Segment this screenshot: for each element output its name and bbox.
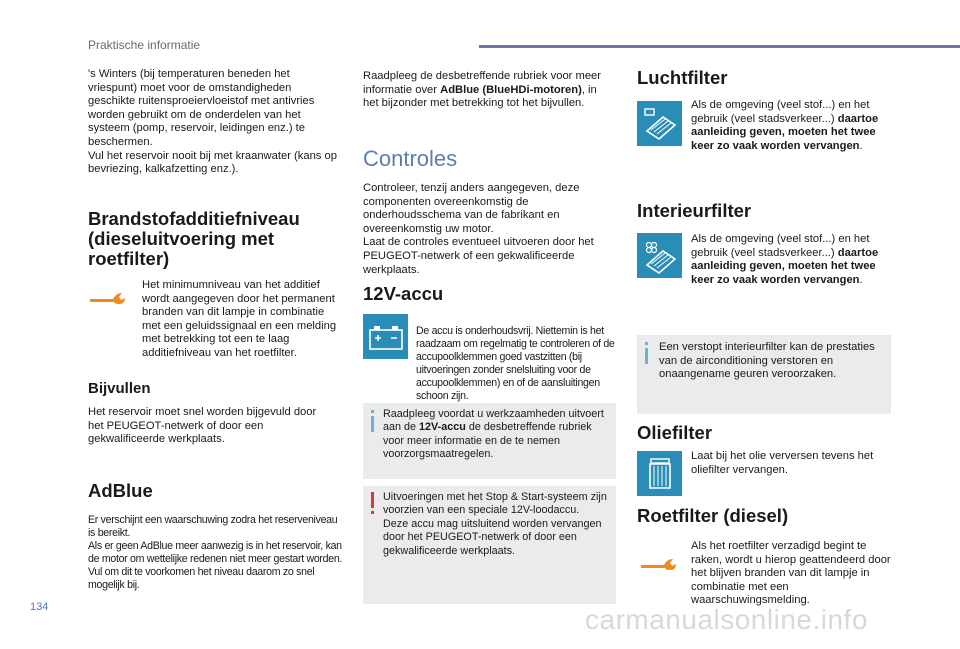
battery-text: De accu is onderhoudsvrij. Niettemin is het raadzaam om regelmatig te controleren of de accupoolklemmen goed vastzitten (bij uitvoeringen zonder snelsluiting voor de accupoolklemmen) en of de aansluitingen schoon zijn.: [416, 324, 615, 402]
intro-text-2: Vul het reservoir nooit bij met kraanwater (kans op bevriezing, kalkafzetting enz.).: [88, 149, 337, 176]
air-filter-text: [691, 99, 891, 153]
refill-text: Het reservoir moet snel worden bijgevuld door het PEUGEOT-netwerk of door een gekwalificeerde werkplaats.: [88, 406, 317, 446]
info1-pre: Raadpleeg voordat u werkzaamheden uitvoert aan de: [383, 408, 604, 434]
controls-block: [363, 182, 615, 277]
air-bold: daartoe aanleiding geven, moeten het twee keer zo vaak worden vervangen: [691, 112, 879, 152]
oil-filter-text: Laat bij het olie verversen tevens het oliefilter vervangen.: [691, 450, 874, 476]
warning-text-1: Uitvoeringen met het Stop & Start-systeem zijn voorzien van een speciale 12V-loodaccu.: [383, 491, 607, 517]
air-filter-heading: Luchtfilter: [637, 67, 728, 88]
ref-pre: Raadpleeg de desbetreffende rubriek voor meer informatie over: [363, 70, 601, 96]
wrench-warning-icon-2: [637, 553, 682, 583]
adblue-text-1: Er verschijnt een waarschuwing zodra het reserveniveau is bereikt.: [88, 514, 338, 539]
cabin-bold: daartoe aanleiding geven, moeten het twee keer zo vaak worden vervangen: [691, 246, 879, 286]
warning-icon: [371, 492, 374, 508]
battery-info-text: [383, 408, 611, 462]
air-pre: Als de omgeving (veel stof...) en het gebruik (veel stadsverkeer...): [691, 99, 870, 125]
cabin-post: .: [859, 273, 863, 286]
cabin-pre: Als de omgeving (veel stof...) en het gebruik (veel stadsverkeer...): [691, 233, 870, 259]
cabin-filter-info-box: [637, 335, 891, 414]
wrench-warning-icon: [86, 282, 131, 312]
cabin-filter-icon: [637, 233, 682, 278]
adblue-heading: AdBlue: [88, 480, 153, 501]
header-bar: [479, 45, 960, 48]
page-number: 134: [30, 601, 49, 613]
column-left: [88, 68, 341, 177]
info-icon-2: [645, 348, 648, 364]
ref-post: , in het bijzonder met betrekking tot het bijvullen.: [363, 83, 597, 110]
battery-heading: 12V-accu: [363, 283, 444, 304]
air-filter-icon: [637, 101, 682, 146]
watermark: carmanualsonline.info: [585, 604, 868, 635]
oil-filter-icon: [637, 451, 682, 496]
stop-start-warning-box: [363, 486, 616, 604]
info1-post: de desbetreffende rubriek voor meer informatie en de te nemen voorzorgsmaatregelen.: [383, 421, 592, 461]
warning-texts: [383, 491, 611, 558]
refill-heading: Bijvullen: [88, 380, 151, 397]
info-icon: [371, 416, 374, 432]
info-icon-dot: [371, 410, 374, 413]
cabin-filter-info-text: Een verstopt interieurfilter kan de prestaties van de airconditioning verstoren en onaangename geuren veroorzaken.: [659, 341, 875, 381]
adblue-text-2: Als er geen AdBlue meer aanwezig is in het reservoir, kan de motor om wettelijke redenen niet meer gestart worden. Vul om dit te voorkomen het niveau daarom zo snel mogelijk bij.: [88, 540, 343, 591]
battery-icon: [363, 314, 408, 359]
dpf-text: Als het roetfilter verzadigd begint te raken, wordt u hierop geattendeerd door het blijven branden van dit lampje in combinatie met een waarschuwingsmelding.: [691, 540, 891, 607]
section-title: Praktische informatie: [88, 38, 201, 52]
controls-text-2: Laat de controles eventueel uitvoeren door het PEUGEOT-netwerk of een gekwalificeerde werkplaats.: [363, 236, 594, 276]
cabin-filter-heading: Interieurfilter: [637, 200, 752, 221]
controls-heading: Controles: [363, 146, 458, 171]
cabin-filter-text: [691, 233, 891, 287]
battery-info-box: [363, 403, 616, 479]
fuel-additive-text: Het minimumniveau van het additief wordt aangegeven door het permanent branden van dit lampje in combinatie met een geluidssignaal en een melding met betrekking tot een te laag additiefniveau van het roetfilter.: [142, 279, 337, 359]
warning-text-2: Deze accu mag uitsluitend worden vervangen door het PEUGEOT-netwerk of door een gekwalificeerde werkplaats.: [383, 517, 602, 557]
oil-filter-heading: Oliefilter: [637, 422, 713, 443]
info-icon-dot-2: [645, 342, 648, 345]
adblue-block: [88, 514, 344, 592]
fuel-additive-heading: Brandstofadditiefniveau (dieseluitvoering met roetfilter): [88, 208, 300, 269]
intro-text: 's Winters (bij temperaturen beneden het vriespunt) moet voor de omstandigheden geschikte ruitensproeiervloeistof met antivries worden gebruikt om de onderdelen van het systeem (pomp, reservoir, leidingen enz.) te beschermen.: [88, 68, 315, 148]
dpf-heading: Roetfilter (diesel): [637, 505, 789, 526]
air-post: .: [859, 139, 863, 152]
info1-bold: 12V-accu: [419, 421, 466, 434]
adblue-reference: [363, 70, 603, 111]
warning-icon-dot: [371, 511, 374, 514]
ref-bold: AdBlue (BlueHDi-motoren): [440, 83, 582, 96]
controls-text-1: Controleer, tenzij anders aangegeven, deze componenten overeenkomstig de onderhoudsschema van de fabrikant en overeenkomstig uw motor.: [363, 182, 580, 235]
